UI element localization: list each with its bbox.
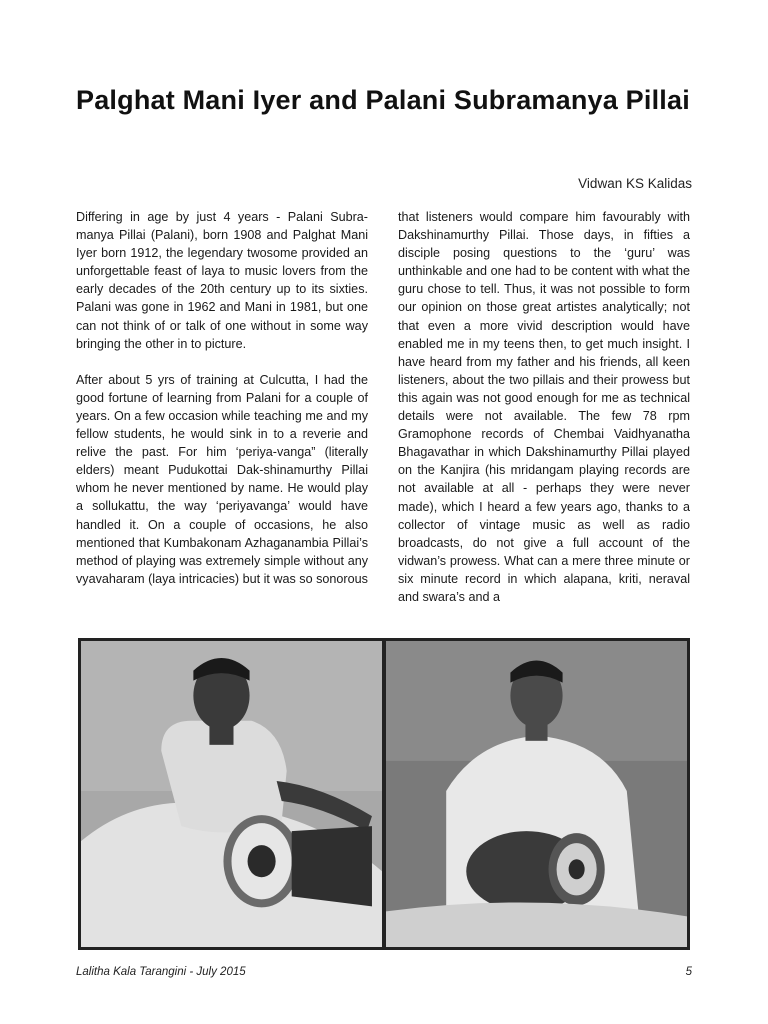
photo-pair	[78, 638, 690, 950]
photo-right	[386, 641, 687, 947]
article-author: Vidwan KS Kalidas	[578, 176, 692, 191]
paragraph: that listeners would compare him favourably with Dakshinamurthy Pillai. Those days, in fifties a disciple posing questions to the ‘guru’ was unthinkable and one had to be content with what the guru chose to tell. Thus, it was not possible to form our opinion on those great artistes analytically; not that even a more vivid description would have enabled me in my teens then, to get much insight. I have heard from my father and his friends, all keen listeners, about the two pillais and their prowess but this again was not good enough for me as technical details were not available. The few 78 rpm Gramophone records of Chembai Vaidhyanatha Bhagavathar in which Dakshinamurthy Pillai played on the Kanjira (his mridangam playing records are not available at all - perhaps they were never made), which I heard a few years ago, thanks to a collector of vintage music as well as radio broadcasts, do not give a full account of the vidwan’s prowess. What can a mere three minute or six minute record in which alapana, kriti, neraval and swara’s and a	[398, 210, 690, 604]
publication-name: Lalitha Kala Tarangini - July 2015	[76, 966, 246, 978]
paragraph: After about 5 yrs of training at Culcutta, I had the good fortune of learning from Palani for a couple of years. On a few occasion while teaching me and my fellow students, he would sink in to a reverie and relive the past. For him ‘periya-vanga” (literally elders) meant Pudukottai Dak-shinamurthy Pillai whom he never mentioned by name. He would play a sollukattu, the way ‘periyavanga’ would have handled it. On a couple of occasions, he also mentioned that Kumbakonam Azhaganambia Pillai’s method of playing was extremely simple without any vyavaharam (laya intricacies) but it was so sonorous	[76, 372, 368, 586]
page-number: 5	[685, 966, 692, 978]
paragraph: Differing in age by just 4 years - Palani Subra-manya Pillai (Palani), born 1908 and Palghat Mani Iyer born 1912, the legendary twosome provided an unforgettable feast of laya to music lovers from the early decades of the 20th century up to its sixties. Palani was gone in 1962 and Mani in 1981, but one can not think of or talk of one without in some way bringing the other in to picture.	[76, 210, 368, 351]
body-column-right	[398, 208, 690, 624]
article-title: Palghat Mani Iyer and Palani Subramanya Pillai	[76, 85, 690, 115]
photo-left	[81, 641, 382, 947]
body-column-left	[76, 208, 368, 606]
